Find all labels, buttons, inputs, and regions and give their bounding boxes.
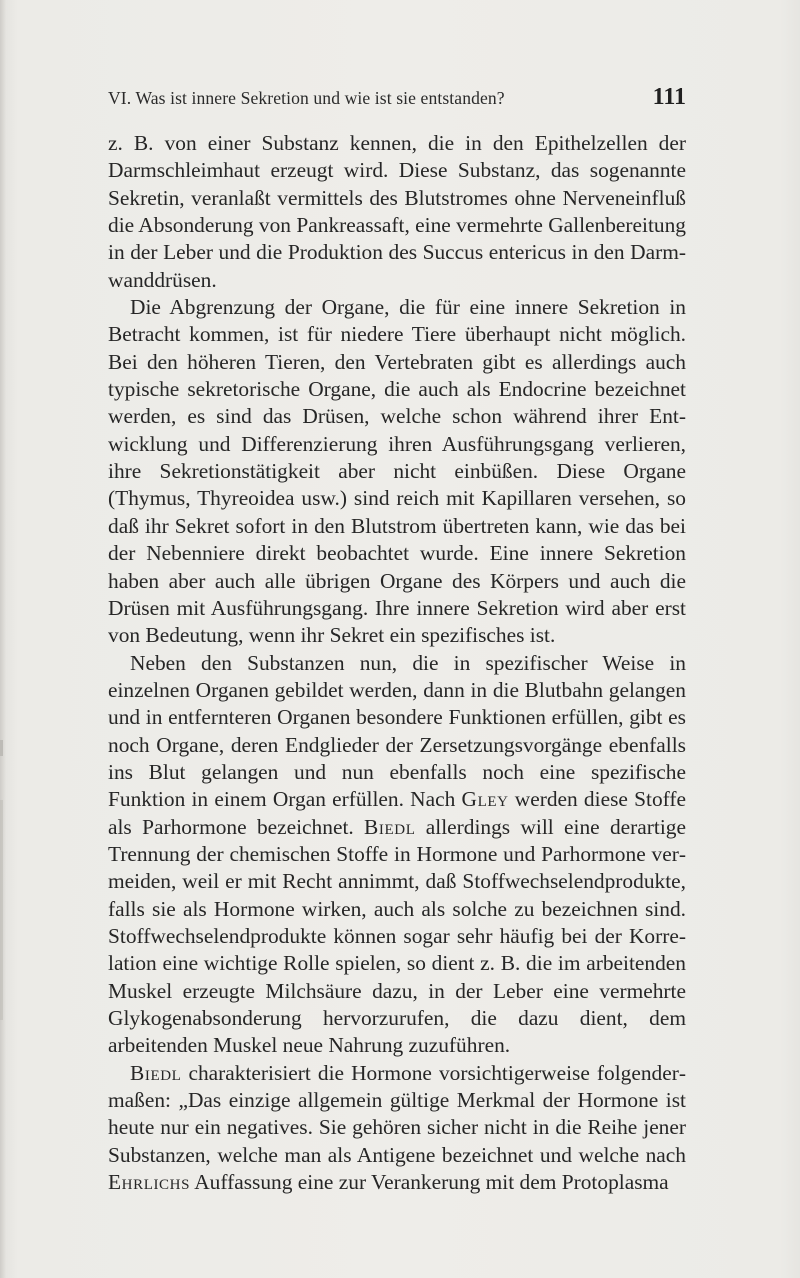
margin-mark [0, 740, 3, 756]
body-text [108, 130, 686, 1196]
page-number: 111 [652, 84, 686, 110]
paragraph-4 [108, 1060, 686, 1197]
paragraph-3-text-3: allerdings will eine derartige Trennung der chemischen Stoffe in Hormone und Parhormone vermeiden, weil er mit Recht annimmt, daß Stoffwechselendprodukte, falls sie als Hormone wirken, auch als solche zu bezeichnen sind. Stoffwechselendprodukte können sogar sehr häufig bei der Korrelation eine wichtige Rolle spielen, so dient z. B. die im arbeitenden Muskel erzeugte Milchsäure dazu, in der Leber eine vermehrte Glykogenabsonderung hervorzurufen, die dazu dient, dem arbeitenden Muskel neue Nahrung zuzuführen. [108, 814, 686, 1058]
paragraph-2: Die Abgrenzung der Organe, die für eine innere Sekretion in Betracht kommen, ist für niedere Tiere überhaupt nicht möglich. Bei den höheren Tieren, den Vertebraten gibt es allerdings auch typische sekretorische Organe, die auch als Endocrine bezeichnet werden, es sind das Drüsen, welche schon während ihrer Entwicklung und Differenzierung ihren Ausführungsgang verlieren, ihre Sekretionstätigkeit aber nicht einbüßen. Diese Organe (Thymus, Thyreoidea usw.) sind reich mit Kapillaren versehen, so daß ihr Sekret sofort in den Blutstrom übertreten kann, wie das bei der Nebenniere direkt beobachtet wurde. Eine innere Sekretion haben aber auch alle übrigen Organe des Körpers und auch die Drüsen mit Ausführungsgang. Ihre innere Sekretion wird aber erst von Bedeutung, wenn ihr Sekret ein spezifisches ist. [108, 295, 686, 648]
paragraph-3-text-2: werden diese Stoffe als Parhormone bezeichnet. [108, 787, 686, 839]
running-head: VI. Was ist innere Sekretion und wie ist sie entstanden? [108, 88, 505, 108]
author-name-ehrlich: Ehrlichs [108, 1170, 191, 1195]
margin-mark [0, 800, 3, 1020]
paragraph-3 [108, 650, 686, 1060]
author-name-biedl: Biedl [364, 814, 416, 839]
paragraph-4-text-1: charakterisiert die Hormone vorsichtigerweise folgendermaßen: „Das einzige allgemein gültige Merkmal der Hormone ist heute nur ein negatives. Sie gehören sicher nicht in die Reihe jener Substanzen, welche man als Antigene bezeichnet und welche nach [108, 1060, 686, 1167]
author-name-gley: Gley [461, 787, 509, 812]
paragraph-3-text-1: Neben den Substanzen nun, die in spezifischer Weise in einzelnen Organen gebildet werden, dann in die Blutbahn gelangen und in entfernteren Organen besondere Funktionen erfüllen, gibt es noch Organe, deren Endglieder der Zersetzungsvorgänge ebenfalls ins Blut gelangen und nun ebenfalls noch eine spezifische Funktion in einem Organ erfüllen. Nach [108, 650, 686, 812]
gutter-shadow [0, 0, 6, 1278]
page-header [86, 84, 686, 114]
paragraph-1: z. B. von einer Substanz kennen, die in den Epithelzellen der Darmschleimhaut erzeugt wird. Diese Substanz, das sogenannte Sekretin, veranlaßt vermittels des Blutstromes ohne Nerveneinfluß die Absonderung von Pankreassaft, eine vermehrte Gallenbereitung in der Leber und die Produktion des Succus entericus in den Darmwanddrüsen. [108, 131, 686, 292]
paragraph-4-text-2: Auffassung eine zur Verankerung mit dem Protoplasma [190, 1170, 669, 1195]
author-name-biedl-2: Biedl [130, 1060, 182, 1085]
